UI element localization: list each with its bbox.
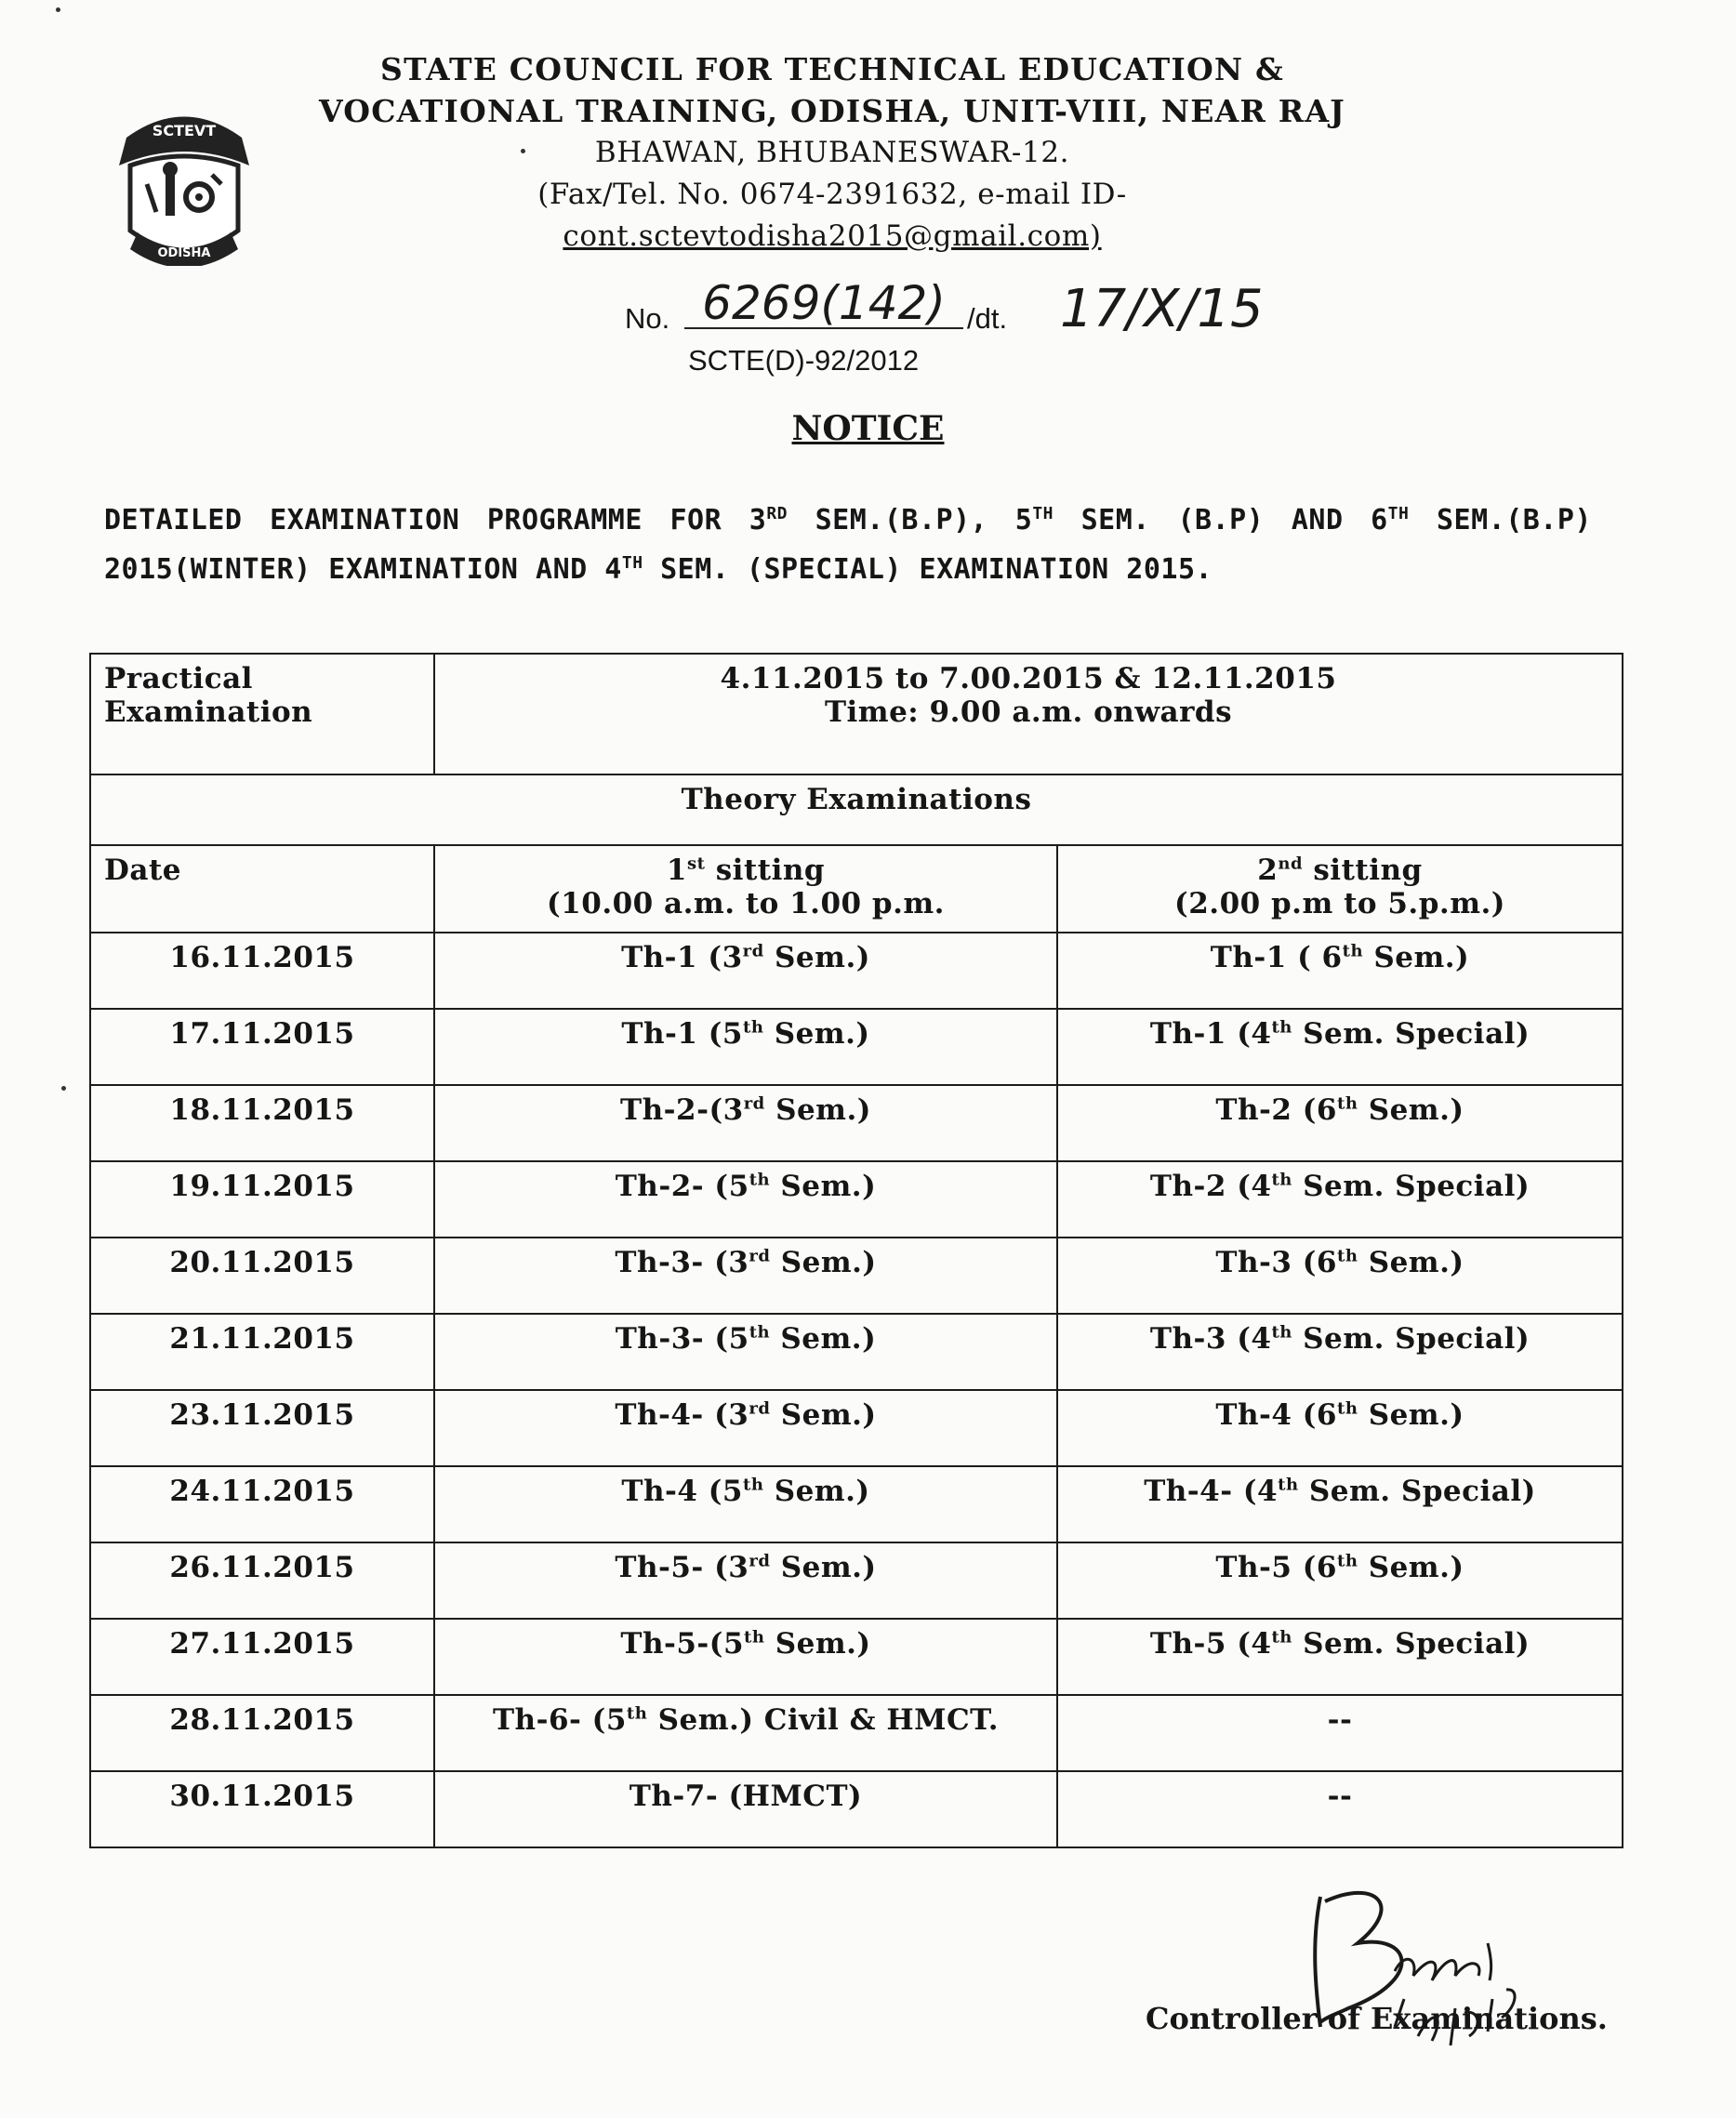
table-row (90, 1466, 1623, 1542)
table-row (90, 1009, 1623, 1085)
second-sitting-paper: -- (1057, 1695, 1623, 1771)
first-sitting-paper: Th-2- (5th Sem.) (434, 1161, 1057, 1238)
ref-no-label: No. (625, 302, 670, 335)
table-row (90, 1695, 1623, 1771)
second-sitting-paper: -- (1057, 1771, 1623, 1847)
controller-of-examinations: Controller of Examinations. (1146, 2001, 1608, 2036)
practical-label: Practical Examination (90, 654, 434, 774)
first-sitting-paper: Th-1 (3rd Sem.) (434, 933, 1057, 1009)
header-line-2: VOCATIONAL TRAINING, ODISHA, UNIT-VIII, NEAR RAJ (319, 93, 1345, 129)
svg-text:SCTEVT: SCTEVT (152, 122, 217, 139)
first-sitting-paper: Th-3- (3rd Sem.) (434, 1238, 1057, 1314)
second-sitting-paper: Th-5 (4th Sem. Special) (1057, 1619, 1623, 1695)
scan-speck (56, 7, 60, 12)
exam-date: 19.11.2015 (90, 1161, 434, 1238)
second-sitting-paper: Th-3 (6th Sem.) (1057, 1238, 1623, 1314)
first-sitting-paper: Th-6- (5th Sem.) Civil & HMCT. (434, 1695, 1057, 1771)
theory-column-header-row (90, 845, 1623, 933)
exam-date: 24.11.2015 (90, 1466, 434, 1542)
header-email: cont.sctevtodisha2015@gmail.com) (563, 219, 1102, 253)
exam-date: 27.11.2015 (90, 1619, 434, 1695)
header-line-4: (Fax/Tel. No. 0674-2391632, e-mail ID- (537, 178, 1127, 211)
exam-date: 20.11.2015 (90, 1238, 434, 1314)
practical-schedule: 4.11.2015 to 7.00.2015 & 12.11.2015 Time: 9.00 a.m. onwards (434, 654, 1623, 774)
table-row (90, 1314, 1623, 1390)
exam-date: 23.11.2015 (90, 1390, 434, 1466)
exam-date: 16.11.2015 (90, 933, 434, 1009)
second-sitting-paper: Th-1 (4th Sem. Special) (1057, 1009, 1623, 1085)
first-sitting-paper: Th-7- (HMCT) (434, 1771, 1057, 1847)
theory-heading-row (90, 774, 1623, 845)
exam-date: 26.11.2015 (90, 1542, 434, 1619)
theory-rows (90, 933, 1623, 1847)
table-row (90, 1390, 1623, 1466)
exam-date: 18.11.2015 (90, 1085, 434, 1161)
exam-date: 21.11.2015 (90, 1314, 434, 1390)
header-line-3: BHAWAN, BHUBANESWAR-12. (594, 136, 1070, 169)
table-row (90, 1542, 1623, 1619)
ref-code: SCTE(D)-92/2012 (688, 344, 920, 377)
theory-heading: Theory Examinations (90, 774, 1623, 845)
first-sitting-paper: Th-3- (5th Sem.) (434, 1314, 1057, 1390)
exam-date: 17.11.2015 (90, 1009, 434, 1085)
exam-date: 28.11.2015 (90, 1695, 434, 1771)
first-sitting-paper: Th-4 (5th Sem.) (434, 1466, 1057, 1542)
letterhead (307, 48, 1358, 258)
scan-speck (521, 149, 525, 153)
second-sitting-paper: Th-2 (4th Sem. Special) (1057, 1161, 1623, 1238)
header-line-1: STATE COUNCIL FOR TECHNICAL EDUCATION & (380, 51, 1284, 87)
second-sitting-paper: Th-4 (6th Sem.) (1057, 1390, 1623, 1466)
first-sitting-paper: Th-1 (5th Sem.) (434, 1009, 1057, 1085)
second-sitting-paper: Th-5 (6th Sem.) (1057, 1542, 1623, 1619)
exam-schedule-table (89, 653, 1623, 1848)
col-header-first-sitting: 1st sitting (10.00 a.m. to 1.00 p.m. (434, 845, 1057, 933)
svg-text:ODISHA: ODISHA (157, 246, 211, 260)
first-sitting-paper: Th-4- (3rd Sem.) (434, 1390, 1057, 1466)
second-sitting-paper: Th-3 (4th Sem. Special) (1057, 1314, 1623, 1390)
table-row (90, 1238, 1623, 1314)
practical-row (90, 654, 1623, 774)
scan-speck (61, 1086, 66, 1091)
ref-dt-label: /dt. (967, 302, 1008, 335)
table-row (90, 1771, 1623, 1847)
table-row (90, 1619, 1623, 1695)
first-sitting-paper: Th-2-(3rd Sem.) (434, 1085, 1057, 1161)
second-sitting-paper: Th-2 (6th Sem.) (1057, 1085, 1623, 1161)
ref-no-handwritten: 6269(142) (684, 279, 963, 329)
col-header-date: Date (90, 845, 434, 933)
exam-date: 30.11.2015 (90, 1771, 434, 1847)
table-row (90, 933, 1623, 1009)
col-header-second-sitting: 2nd sitting (2.00 p.m to 5.p.m.) (1057, 845, 1623, 933)
table-row (90, 1161, 1623, 1238)
notice-intro: DETAILED EXAMINATION PROGRAMME FOR 3RD SEM.(B.P), 5TH SEM. (B.P) AND 6TH SEM.(B.P) 2015(WINTER) EXAMINATION AND 4TH SEM. (SPECIAL) EXAMINATION 2015. (104, 504, 1592, 586)
sctevt-logo (110, 100, 258, 266)
second-sitting-paper: Th-1 ( 6th Sem.) (1057, 933, 1623, 1009)
first-sitting-paper: Th-5- (3rd Sem.) (434, 1542, 1057, 1619)
notice-title: NOTICE (791, 409, 945, 448)
ref-date-handwritten: 17/X/15 (1060, 279, 1264, 339)
table-row (90, 1085, 1623, 1161)
second-sitting-paper: Th-4- (4th Sem. Special) (1057, 1466, 1623, 1542)
first-sitting-paper: Th-5-(5th Sem.) (434, 1619, 1057, 1695)
